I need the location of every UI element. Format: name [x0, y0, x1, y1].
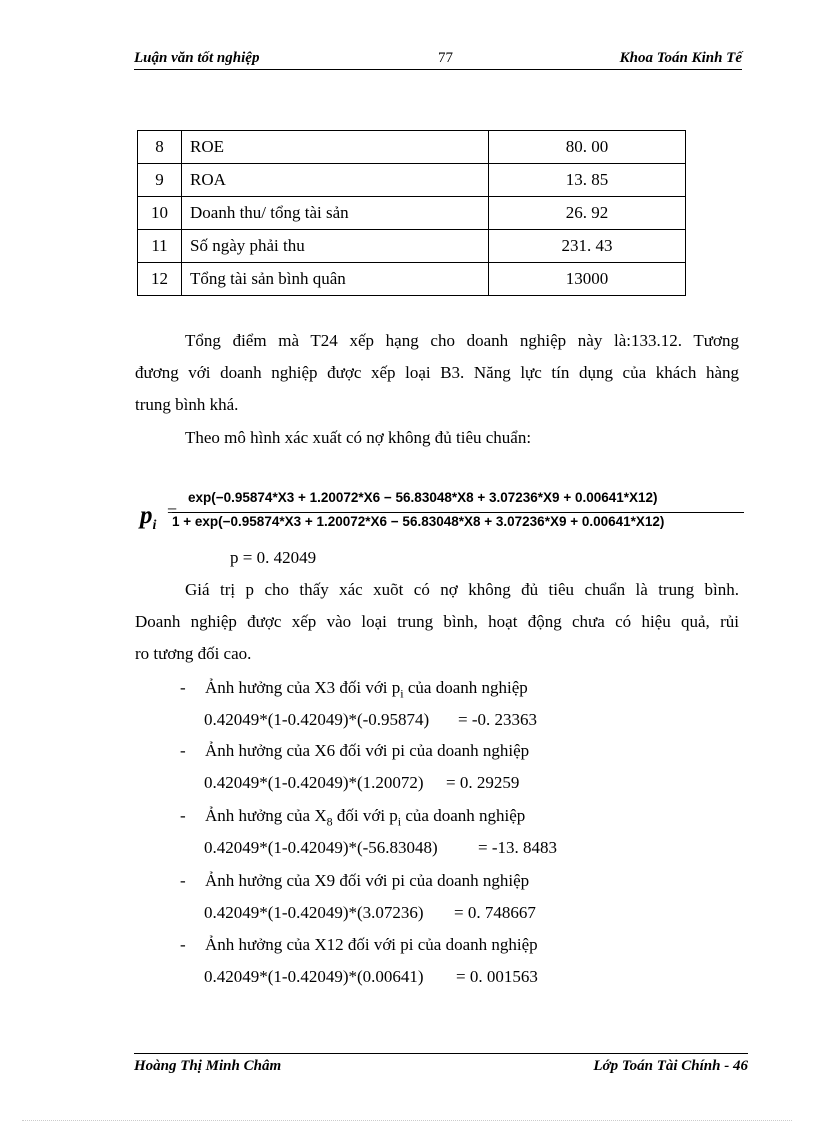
row-number: 10	[138, 197, 182, 230]
indicator-name: Số ngày phải thu	[182, 230, 489, 263]
indicator-name: Tổng tài sản bình quân	[182, 263, 489, 296]
header-page-number: 77	[438, 50, 453, 66]
indicator-value: 13000	[489, 263, 686, 296]
indicator-name: ROE	[182, 131, 489, 164]
page-edge-dots	[22, 1120, 792, 1121]
list-dash: -	[180, 678, 186, 697]
fraction-bar	[172, 512, 744, 513]
paragraph-line: Theo mô hình xác xuất có nợ không đủ tiêu chuẩn:	[185, 428, 532, 447]
impact-calc: 0.42049*(1-0.42049)*(1.20072)	[204, 773, 424, 792]
table-row	[138, 197, 686, 230]
impact-result: = 0. 748667	[454, 903, 536, 922]
footer-rule	[134, 1053, 748, 1054]
impact-heading: Ảnh hưởng của X6 đối với pi của doanh nghiệp	[205, 741, 530, 760]
list-dash: -	[180, 935, 186, 954]
list-dash: -	[180, 741, 186, 760]
formula-lhs: $p_i$	[140, 502, 157, 533]
list-dash: -	[180, 871, 186, 890]
indicator-name: ROA	[182, 164, 489, 197]
paragraph-line: Tổng điểm mà T24 xếp hạng cho doanh nghiệp này là:133.12. Tương	[185, 331, 739, 350]
formula-denominator: 1 + exp(−0.95874*X3 + 1.20072*X6 − 56.83048*X8 + 3.07236*X9 + 0.00641*X12)	[172, 514, 665, 529]
table-row	[138, 164, 686, 197]
impact-calc: 0.42049*(1-0.42049)*(3.07236)	[204, 903, 424, 922]
impact-calc: 0.42049*(1-0.42049)*(-56.83048)	[204, 838, 438, 857]
footer-author: Hoàng Thị Minh Châm	[134, 1058, 282, 1074]
indicator-value: 231. 43	[489, 230, 686, 263]
impact-result: = 0. 001563	[456, 967, 538, 986]
paragraph-line: trung bình khá.	[135, 395, 239, 414]
paragraph-line: đương với doanh nghiệp được xếp loại B3. Năng lực tín dụng của khách hàng	[135, 363, 739, 382]
impact-heading: Ảnh hưởng của X3 đối với $p_i$ của doanh nghiệp	[205, 678, 528, 701]
row-number: 9	[138, 164, 182, 197]
impact-calc: 0.42049*(1-0.42049)*(0.00641)	[204, 967, 424, 986]
impact-heading: Ảnh hưởng của X9 đối với pi của doanh nghiệp	[205, 871, 530, 890]
table-row	[138, 263, 686, 296]
row-number: 12	[138, 263, 182, 296]
paragraph-line: Doanh nghiệp được xếp vào loại trung bình, hoạt động chưa có hiệu quả, rủi	[135, 612, 739, 631]
impact-result: = -13. 8483	[478, 838, 557, 857]
formula-numerator: exp(−0.95874*X3 + 1.20072*X6 − 56.83048*X8 + 3.07236*X9 + 0.00641*X12)	[188, 490, 658, 505]
table-row	[138, 230, 686, 263]
header-rule	[134, 69, 742, 70]
table-row	[138, 131, 686, 164]
formula-equals: =	[167, 501, 178, 521]
p-value: p = 0. 42049	[230, 548, 317, 567]
row-number: 8	[138, 131, 182, 164]
impact-heading: Ảnh hưởng của X12 đối với pi của doanh nghiệp	[205, 935, 538, 954]
indicator-value: 13. 85	[489, 164, 686, 197]
paragraph-line: Giá trị p cho thấy xác xuõt có nợ không đủ tiêu chuẩn là trung bình.	[185, 580, 739, 599]
indicator-value: 26. 92	[489, 197, 686, 230]
probability-formula	[138, 488, 748, 538]
list-dash: -	[180, 806, 186, 825]
impact-result: = -0. 23363	[458, 710, 537, 729]
header-thesis-title: Luận văn tốt nghiệp	[134, 50, 260, 66]
paragraph-line: ro tương đối cao.	[135, 644, 252, 663]
row-number: 11	[138, 230, 182, 263]
impact-result: = 0. 29259	[446, 773, 520, 792]
indicator-name: Doanh thu/ tổng tài sản	[182, 197, 489, 230]
indicator-value: 80. 00	[489, 131, 686, 164]
impact-calc: 0.42049*(1-0.42049)*(-0.95874)	[204, 710, 430, 729]
indicator-table	[137, 130, 686, 296]
header-faculty: Khoa Toán Kinh Tế	[619, 50, 742, 66]
page-header	[134, 48, 742, 70]
footer-class: Lớp Toán Tài Chính - 46	[593, 1058, 748, 1074]
impact-heading: Ảnh hưởng của $X_8$ đối với $p_i$ của doanh nghiệp	[205, 806, 526, 829]
